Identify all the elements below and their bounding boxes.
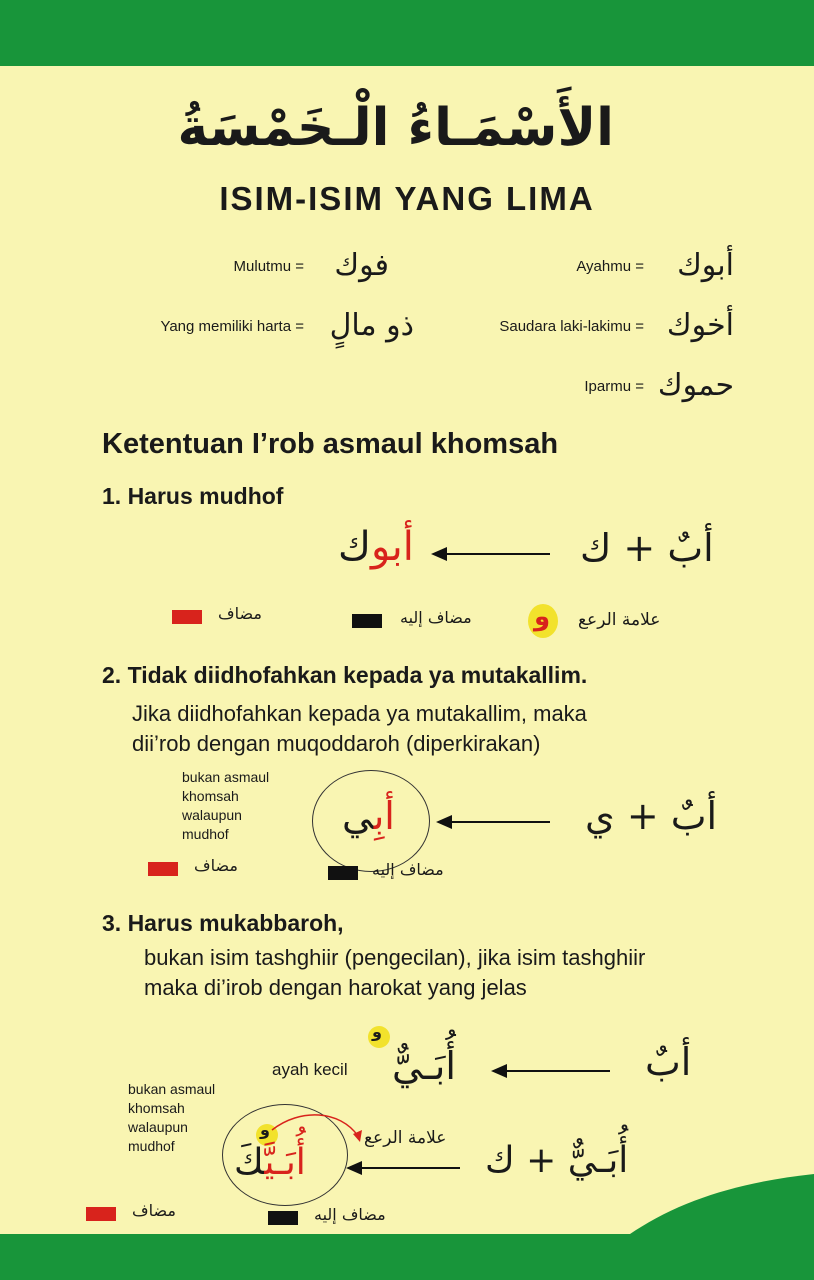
rule3-top-waw: و: [372, 1022, 382, 1041]
legend-black-square: [352, 614, 382, 628]
rule1-arrow: [445, 553, 550, 555]
rule2-line1: Jika diidhofahkan kepada ya mutakallim, maka: [132, 701, 587, 726]
rule1-result: [338, 524, 414, 570]
rule3-top-left: أبٌ: [645, 1040, 692, 1084]
rule3-note-line: mudhof: [128, 1138, 175, 1154]
vocab-arabic-abuka: أبوك: [677, 248, 734, 283]
rule1-heading: 1. Harus mudhof: [102, 483, 284, 509]
rule1-left-arabic: أبٌ + ك: [580, 526, 714, 570]
rule3-top-label: ayah kecil: [272, 1060, 348, 1079]
rule2-result-mudhof: أبِ: [373, 794, 395, 838]
top-band: [0, 0, 814, 66]
rule3-note-line: khomsah: [128, 1100, 185, 1116]
vocab-meaning-fuka: Mulutmu =: [233, 258, 304, 275]
vocab-meaning-hamuka: Iparmu =: [584, 378, 644, 395]
rule2-note-line: walaupun: [182, 807, 242, 823]
rule3-top-right: أُبَـيٌّ: [392, 1044, 456, 1088]
rule1-legend-mudhof: مضاف: [218, 604, 262, 623]
legend-black-square: [268, 1211, 298, 1225]
section-title: Ketentuan I’rob asmaul khomsah: [102, 428, 559, 460]
rule2-legend-mudhof-ilaih: مضاف إليه: [372, 860, 444, 879]
rule3-bottom-left: أُبَـيٌّ + ك: [485, 1140, 629, 1181]
rule3-line2: maka di’irob dengan harokat yang jelas: [144, 975, 527, 1000]
rule1-result-ilaih: ك: [338, 524, 371, 570]
rule2-line2: dii’rob dengan muqoddaroh (diperkirakan): [132, 731, 541, 756]
rule2-note-line: bukan asmaul: [182, 769, 270, 785]
rule1-legend-mudhof-ilaih: مضاف إليه: [400, 608, 472, 627]
vocab-arabic-fuka: فوك: [334, 248, 389, 283]
rule3-bottom-result: [234, 1142, 306, 1183]
rule3-note-line: bukan asmaul: [128, 1081, 216, 1097]
arabic-title: الأَسْمَـاءُ الْـخَمْسَةُ: [177, 98, 614, 158]
rule2-heading: 2. Tidak diidhofahkan kepada ya mutakallim.: [102, 662, 588, 688]
rule1-waw: و: [534, 602, 551, 632]
vocab-meaning-dzu-mal: Yang memiliki harta =: [160, 318, 304, 335]
rule3-note: [128, 1080, 215, 1156]
rule3-alamat: علامة الرعع: [364, 1128, 447, 1148]
vocab-arabic-hamuka: حموك: [657, 368, 734, 403]
rule3-line1: bukan isim tashghiir (pengecilan), jika isim tashghiir: [144, 945, 646, 970]
rule3-top-arrow: [505, 1070, 610, 1072]
rule3-bottom-ilaih: كَ: [234, 1142, 265, 1183]
rule2-result: [342, 794, 395, 838]
rule2-note-line: khomsah: [182, 788, 239, 804]
rule1-result-mudhof: أبو: [370, 524, 414, 570]
rule1-legend-alamat: علامة الرعع: [578, 610, 661, 630]
rule3-legend-mudhof: مضاف: [132, 1201, 176, 1220]
rule2-note-line: mudhof: [182, 826, 229, 842]
vocab-arabic-dzu-mal: ذو مالٍ: [329, 308, 414, 343]
vocab-meaning-akhuka: Saudara laki-lakimu =: [499, 318, 644, 335]
bottom-band: [0, 1160, 814, 1280]
rule3-waw: و: [260, 1120, 270, 1139]
legend-red-square: [86, 1207, 116, 1221]
rule3-legend-mudhof-ilaih: مضاف إليه: [314, 1205, 386, 1224]
rule3-bottom-arrow: [360, 1167, 460, 1169]
rule2-note: [182, 768, 269, 844]
rule2-arrow: [450, 821, 550, 823]
rule2-legend-mudhof: مضاف: [194, 856, 238, 875]
rule2-left-arabic: أبٌ + ي: [585, 794, 718, 838]
vocab-arabic-akhuka: أخوك: [666, 308, 734, 343]
rule3-bottom-mudhof: أُبَـيَّ: [264, 1142, 306, 1183]
legend-red-square: [148, 862, 178, 876]
rule3-note-line: walaupun: [128, 1119, 188, 1135]
legend-red-square: [172, 610, 202, 624]
latin-title: ISIM-ISIM YANG LIMA: [219, 180, 595, 217]
legend-black-square: [328, 866, 358, 880]
vocab-meaning-abuka: Ayahmu =: [576, 258, 644, 275]
rule3-heading: 3. Harus mukabbaroh,: [102, 910, 344, 936]
rule2-result-ilaih: ي: [342, 794, 374, 838]
